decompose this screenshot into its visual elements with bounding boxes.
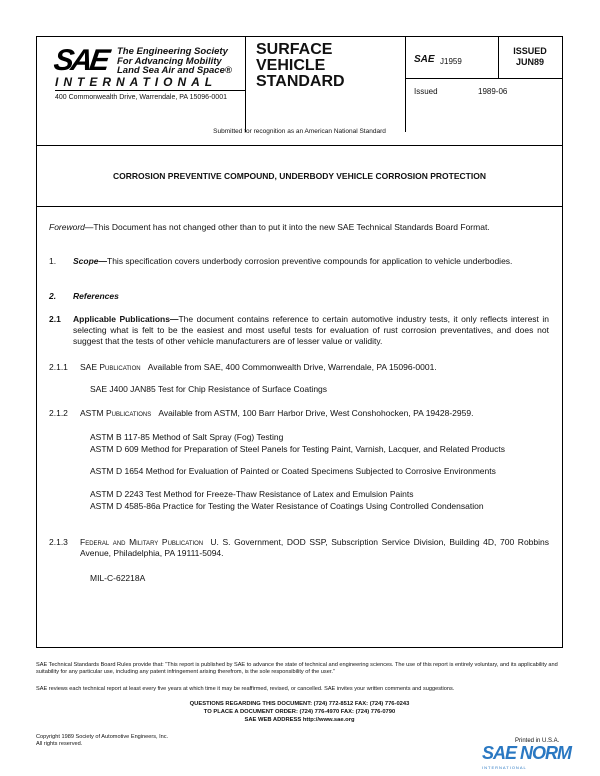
federal-publication-label: Federal and Military Publication <box>80 537 204 547</box>
astm-d609-reference: ASTM D 609 Method for Preparation of Steel Panels for Testing Paint, Varnish, Lacquer, and Related Products <box>90 444 506 454</box>
submitted-note: Submitted for recognition as an American National Standard <box>213 128 386 135</box>
footer-order: TO PLACE A DOCUMENT ORDER: (724) 776-4970 FAX: (724) 776-0790 <box>203 709 396 715</box>
document-number: J1959 <box>440 57 462 66</box>
issued-status: ISSUED JUN89 <box>513 46 547 67</box>
applicable-publications-text: The document contains reference to certain automotive industry tests, it only reflects interest in selecting what is felt to be the easiest and most useful tests for evaluation of rust corrosion preventatives, and does not suggest that the tests of other vehicle manufacturers are of lesser value or validity. <box>73 314 549 346</box>
section-2-number: 2. <box>49 291 57 301</box>
printed-in: Printed in U.S.A. <box>515 738 560 744</box>
small-sae-logo: SAE <box>414 54 435 65</box>
copyright-line: Copyright 1989 Society of Automotive Engineers, Inc. <box>36 734 169 740</box>
astm-d4585-reference: ASTM D 4585-86a Practice for Testing the Water Resistance of Coatings Using Controlled Condensation <box>90 501 484 511</box>
footer-review-note: SAE reviews each technical report at least every five years at which time it may be reaffirmed, revised, or cancelled. SAE invites your written comments and suggestions. <box>36 686 455 692</box>
international-label: INTERNATIONAL <box>55 75 218 89</box>
footer-questions: QUESTIONS REGARDING THIS DOCUMENT: (724) 772-8512 FAX: (724) 776-0243 <box>189 701 410 707</box>
issued-field-label: Issued <box>414 87 438 96</box>
astm-b117-reference: ASTM B 117-85 Method of Salt Spray (Fog) Testing <box>90 432 284 442</box>
astm-d1654-reference: ASTM D 1654 Method for Evaluation of Painted or Coated Specimens Subjected to Corrosive Environments <box>90 466 496 476</box>
sae-norm-stamp: SAE NORM <box>482 743 572 763</box>
sae-publication-line <box>80 362 437 373</box>
applicable-publications-paragraph <box>73 314 549 347</box>
foreword-label: Foreword— <box>49 222 94 232</box>
header-col-divider-2 <box>405 36 406 132</box>
astm-publication-label: ASTM Publications <box>80 408 152 418</box>
sae-norm-stamp-sub: INTERNATIONAL <box>482 765 527 770</box>
issued-divider <box>405 78 563 79</box>
section-2-1-2-number: 2.1.2 <box>49 408 68 418</box>
sae-j400-reference: SAE J400 JAN85 Test for Chip Resistance of Surface Coatings <box>90 384 328 394</box>
sae-publication-text: Available from SAE, 400 Commonwealth Drive, Warrendale, PA 15096-0001. <box>147 362 437 372</box>
sae-logo: SAE <box>51 44 110 77</box>
sae-address: 400 Commonwealth Drive, Warrendale, PA 15096-0001 <box>55 94 227 101</box>
foreword-paragraph <box>49 222 549 233</box>
foreword-text: This Document has not changed other than to put it into the new SAE Technical Standards Board Format. <box>93 222 490 232</box>
footer-board-rules: SAE Technical Standards Board Rules provide that: “This report is published by SAE to advance the state of technical and engineering sciences. The use of this report is entirely voluntary, and its applicability and suitability for any particular use, including any patent infringement arising therefrom, is the sole responsibility of the user.” <box>36 662 558 675</box>
astm-publication-line <box>80 408 473 419</box>
rights-line: All rights reserved. <box>36 741 83 747</box>
scope-label: Scope— <box>73 256 108 266</box>
sae-publication-label: SAE Publication <box>80 362 141 372</box>
section-2-1-3-number: 2.1.3 <box>49 537 68 547</box>
references-heading: References <box>73 291 119 301</box>
header-divider <box>36 145 563 146</box>
issued-col-divider <box>498 36 499 78</box>
org-tagline: The Engineering Society For Advancing Mobility Land Sea Air and Space® <box>117 46 232 76</box>
section-1-number: 1. <box>49 256 57 266</box>
federal-publication-text: U. S. Government, DOD SSP, Subscription Service Division, Building 4D, 700 Robbins Avenue, Philadelphia, PA 19111-5094. <box>80 537 549 558</box>
document-title: CORROSION PREVENTIVE COMPOUND, UNDERBODY VEHICLE CORROSION PROTECTION <box>113 171 486 181</box>
section-2-1-1-number: 2.1.1 <box>49 362 68 372</box>
section-2-1-number: 2.1 <box>49 314 61 324</box>
footer-web: SAE WEB ADDRESS http://www.sae.org <box>244 717 355 723</box>
scope-text: This specification covers underbody corrosion preventive compounds for application to vehicle underbodies. <box>107 256 513 266</box>
astm-publication-text: Available from ASTM, 100 Barr Harbor Drive, West Conshohocken, PA 19428-2959. <box>158 408 474 418</box>
scope-paragraph <box>73 256 549 267</box>
astm-d2243-reference: ASTM D 2243 Test Method for Freeze-Thaw Resistance of Latex and Emulsion Paints <box>90 489 414 499</box>
issued-date: 1989-06 <box>478 87 508 96</box>
federal-publication-paragraph <box>80 537 549 559</box>
applicable-publications-label: Applicable Publications— <box>73 314 179 324</box>
mil-c-62218a-reference: MIL-C-62218A <box>90 573 146 583</box>
title-divider <box>36 206 563 207</box>
international-rule <box>55 90 245 91</box>
standard-type: SURFACE VEHICLE STANDARD <box>256 41 345 90</box>
